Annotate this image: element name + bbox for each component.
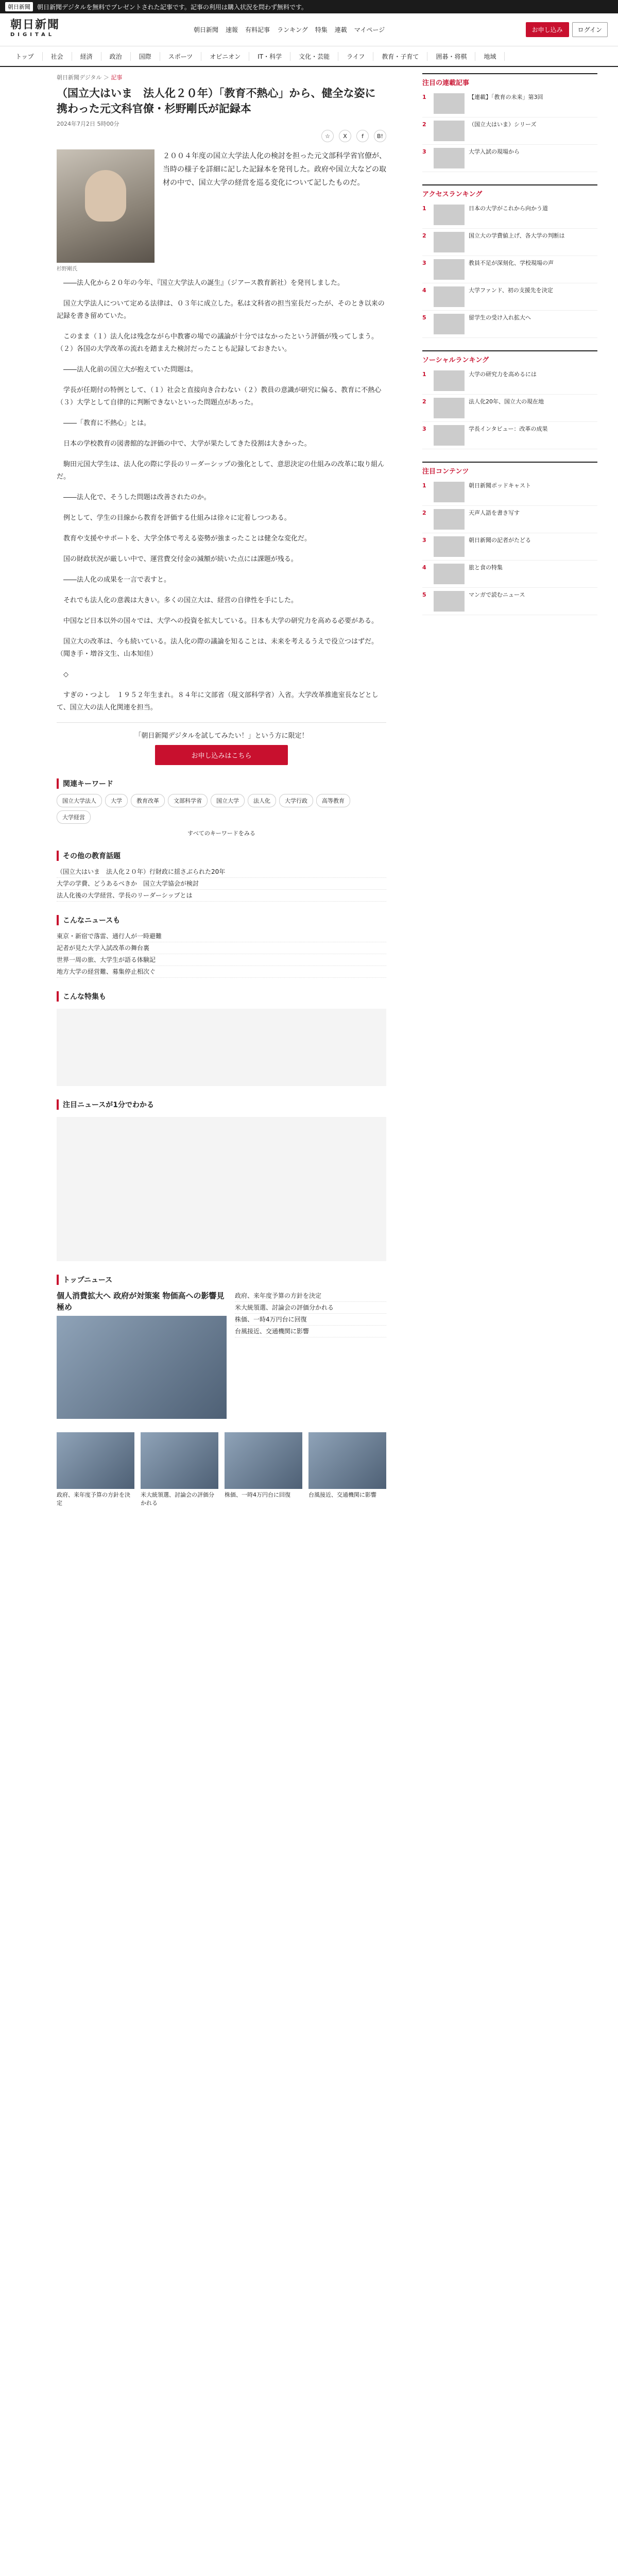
header-nav xyxy=(194,25,385,34)
global-nav-item[interactable]: 国際 xyxy=(131,52,160,61)
sidebar-thumbnail xyxy=(434,509,465,530)
feature-box xyxy=(57,1009,386,1086)
sidebar-access-ranking xyxy=(422,184,597,338)
card-thumbnail xyxy=(225,1432,302,1489)
sidebar-item-title: 国立大の学費値上げ、各大学の判断は xyxy=(469,232,565,239)
site-logo[interactable]: 朝日新聞 DIGITAL xyxy=(10,18,60,38)
article-paragraph: ――法人化前の国立大が抱えていた問題は。 xyxy=(63,366,198,374)
sidebar-thumbnail xyxy=(434,205,465,225)
portrait-photo xyxy=(57,149,154,263)
keyword-tag[interactable]: 国立大学 xyxy=(211,794,245,807)
article-body xyxy=(57,277,386,714)
sidebar-item[interactable] xyxy=(422,256,597,283)
sidebar-item-title: 日本の大学がこれから向かう道 xyxy=(469,205,548,212)
article-paragraph: 国立大の改革は、今も続いている。法人化の際の議論を知ることは、未来を考えるうえで役立つはずだ。（聞き手・増谷文生、山本知佳） xyxy=(57,638,379,658)
article-lead: ２００４年度の国立大学法人化の検討を担った元文部科学省官僚が、当時の様子を詳細に記した記録本を発刊した。政府や国立大などの取材の中で、国立大学の経営を巡る変化について記したものだ。 xyxy=(163,152,386,187)
global-nav-item[interactable]: 文化・芸能 xyxy=(290,52,338,61)
related-link[interactable]: 大学の学費、どうあるべきか 国立大学協会が検討 xyxy=(57,878,386,890)
sidebar-item-title: 天声人語を書き写す xyxy=(469,510,520,516)
sidebar-thumbnail xyxy=(434,591,465,612)
keyword-tag[interactable]: 大学経営 xyxy=(57,810,91,824)
related-section xyxy=(57,851,386,902)
rank-number: 1 xyxy=(422,205,426,212)
sidebar-thumbnail xyxy=(434,148,465,168)
article-paragraph: 日本の学校教育の図書館的な評価の中で、大学が果たしてきた役割は大きかった。 xyxy=(63,440,311,448)
sidebar-item[interactable] xyxy=(422,422,597,449)
breadcrumb[interactable]: 朝日新聞デジタル ＞ 記事 xyxy=(57,74,123,81)
keyword-tag[interactable]: 国立大学法人 xyxy=(57,794,102,807)
topnews-link[interactable]: 台風接近、交通機関に影響 xyxy=(235,1326,386,1337)
sidebar-item-title: 大学入試の現場から xyxy=(469,148,520,155)
feature-heading: こんな特集も xyxy=(57,991,386,1002)
article-main xyxy=(10,67,391,1507)
top-notice-bar xyxy=(0,0,618,13)
login-button[interactable]: ログイン xyxy=(572,22,608,37)
rank-number: 3 xyxy=(422,537,426,544)
sidebar-item[interactable] xyxy=(422,229,597,256)
rank-number: 3 xyxy=(422,260,426,266)
news-card[interactable] xyxy=(57,1432,134,1507)
signup-button[interactable]: お申し込み xyxy=(526,22,569,37)
article-paragraph: すぎの・つよし １９５２年生まれ。８４年に文部省（現文部科学省）入省。大学改革推進室長などとして、国立大の法人化関連を担当。 xyxy=(57,691,379,711)
global-nav-item[interactable]: ライフ xyxy=(338,52,373,61)
rank-number: 2 xyxy=(422,398,426,405)
card-thumbnail xyxy=(141,1432,218,1489)
sidebar-thumbnail xyxy=(434,232,465,252)
article-paragraph: 中国など日本以外の国々では、大学への投資を拡大している。日本も大学の研究力を高める必要がある。 xyxy=(63,617,379,625)
keywords-section xyxy=(57,778,386,837)
share-bar xyxy=(57,130,386,142)
sidebar xyxy=(391,67,597,1507)
global-nav-item[interactable]: オピニオン xyxy=(201,52,249,61)
related-heading: その他の教育話題 xyxy=(57,851,386,861)
sidebar-item[interactable] xyxy=(422,506,597,533)
subscription-promo xyxy=(57,722,386,765)
sidebar-thumbnail xyxy=(434,482,465,502)
article-title: （国立大はいま 法人化２０年）「教育不熱心」から、健全な姿に 携わった元文科官僚・杉野剛氏が記録本 xyxy=(57,87,387,115)
sidebar-item[interactable] xyxy=(422,145,597,172)
sidebar-item-title: 旅と食の特集 xyxy=(469,564,503,571)
global-nav-item[interactable]: 経済 xyxy=(72,52,101,61)
series-heading: 注目の連載記事 xyxy=(422,79,470,87)
header-nav-link[interactable]: 有料記事 xyxy=(245,26,270,33)
sidebar-item[interactable] xyxy=(422,311,597,338)
sidebar-thumbnail xyxy=(434,536,465,557)
sidebar-item-title: 朝日新聞ポッドキャスト xyxy=(469,482,531,489)
global-nav-item[interactable]: 囲碁・将棋 xyxy=(427,52,475,61)
global-nav-item[interactable]: トップ xyxy=(7,52,43,61)
keyword-tag[interactable]: 大学 xyxy=(105,794,128,807)
article-paragraph: 例として、学生の目線から教育を評価する仕組みは徐々に定着しつつある。 xyxy=(63,514,291,522)
article-paragraph: ――法人化の成果を一言で表すと。 xyxy=(63,576,171,584)
topnews-heading: トップニュース xyxy=(57,1275,386,1285)
article-paragraph: ――「教育に不熱心」とは。 xyxy=(63,419,151,427)
topnews-link[interactable]: 米大統領選、討論会の評価分かれる xyxy=(235,1302,386,1314)
sidebar-item-title: マンガで読むニュース xyxy=(469,591,525,598)
recommend-link[interactable]: 記者が見た大学入試改革の舞台裏 xyxy=(57,942,386,954)
rank-number: 3 xyxy=(422,148,426,155)
topnews-link[interactable]: 政府、来年度予算の方針を決定 xyxy=(235,1290,386,1302)
sidebar-thumbnail xyxy=(434,314,465,334)
related-link[interactable]: 法人化後の大学経営、学長のリーダーシップとは xyxy=(57,890,386,902)
global-nav-item[interactable]: スポーツ xyxy=(160,52,202,61)
rank-number: 2 xyxy=(422,121,426,128)
card-thumbnail xyxy=(57,1432,134,1489)
promo-signup-button[interactable]: お申し込みはこちら xyxy=(155,745,287,765)
recommend-link[interactable]: 地方大学の経営難、募集停止相次ぐ xyxy=(57,966,386,978)
sidebar-thumbnail xyxy=(434,121,465,141)
sidebar-item[interactable] xyxy=(422,367,597,395)
bookmark-icon[interactable]: ☆ xyxy=(321,130,334,142)
header-nav-link[interactable]: 特集 xyxy=(315,26,328,33)
article-paragraph: 国の財政状況が厳しい中で、運営費交付金の減額が続いた点には課題が残る。 xyxy=(63,555,298,563)
keyword-tag[interactable]: 大学行政 xyxy=(279,794,313,807)
card-title: 株価、一時4万円台に回復 xyxy=(225,1492,290,1498)
rank-number: 1 xyxy=(422,94,426,100)
recommend-link[interactable]: 世界一周の旅、大学生が語る体験記 xyxy=(57,954,386,966)
rank-number: 5 xyxy=(422,314,426,321)
global-nav-item[interactable]: 政治 xyxy=(101,52,131,61)
keyword-tag[interactable]: 高等教育 xyxy=(316,794,350,807)
news-card[interactable] xyxy=(225,1432,302,1507)
sidebar-item[interactable] xyxy=(422,561,597,588)
rank-number: 2 xyxy=(422,232,426,239)
sidebar-item[interactable] xyxy=(422,90,597,117)
article-paragraph: それでも法人化の意義は大きい。多くの国立大は、経営の自律性を手にした。 xyxy=(63,597,298,604)
global-nav-item[interactable]: 地域 xyxy=(475,52,505,61)
card-title: 政府、来年度予算の方針を決定 xyxy=(57,1492,130,1506)
promo-text: 「朝日新聞デジタルを試してみたい！」という方に限定！ xyxy=(134,732,308,740)
sidebar-item[interactable] xyxy=(422,533,597,561)
news-card[interactable] xyxy=(141,1432,218,1507)
sidebar-item-title: （国立大はいま）シリーズ xyxy=(469,121,537,128)
card-title: 米大統領選、討論会の評価分かれる xyxy=(141,1492,214,1506)
notice-heading: 注目ニュースが1分でわかる xyxy=(57,1099,386,1110)
social-ranking-heading: ソーシャルランキング xyxy=(422,357,489,364)
keyword-tag[interactable]: 文部科学省 xyxy=(168,794,208,807)
article-paragraph: 学長が任期付の特例として、（１）社会と直接向き合わない（２）教員の意識が研究に偏る、教育に不熱心（３）大学として自律的に判断できないといった問題点があった。 xyxy=(57,386,382,406)
article-date: 2024年7月2日 5時00分 xyxy=(57,121,119,127)
sidebar-series-box xyxy=(422,73,597,172)
site-header xyxy=(0,13,618,46)
article-paragraph: 駒田元国大学生は、法人化の際に学長のリーダーシップの強化として、意思決定の仕組みの改革に取り組んだ。 xyxy=(57,461,385,481)
sidebar-thumbnail xyxy=(434,286,465,307)
sidebar-social-ranking xyxy=(422,350,597,449)
sidebar-thumbnail xyxy=(434,259,465,280)
article-paragraph: このまま（１）法人化は残念ながら中教審の場での議論が十分ではなかったという評価が残ってしまう。（２）各国の大学改革の流れを踏まえた検討だったことも記録しておきたい。 xyxy=(57,333,379,353)
x-share-icon[interactable]: X xyxy=(339,130,351,142)
rank-number: 4 xyxy=(422,564,426,571)
sidebar-thumbnail xyxy=(434,398,465,418)
contents-heading: 注目コンテンツ xyxy=(422,468,469,476)
sidebar-item-title: 大学ファンド、初の支援先を決定 xyxy=(469,287,553,294)
sidebar-thumbnail xyxy=(434,370,465,391)
notice-badge: 朝日新聞 xyxy=(5,2,33,11)
sidebar-item[interactable] xyxy=(422,283,597,311)
rank-number: 3 xyxy=(422,426,426,432)
sidebar-contents xyxy=(422,462,597,615)
notice-box xyxy=(57,1117,386,1261)
global-nav xyxy=(0,46,618,67)
keywords-heading: 関連キーワード xyxy=(57,778,386,789)
header-nav-link[interactable]: ランキング xyxy=(277,26,308,33)
article-paragraph: 教育や支援やサポートを、大学全体で考える姿勢が強まったことは健全な変化だ。 xyxy=(63,535,312,543)
sidebar-thumbnail xyxy=(434,564,465,584)
keywords-more-link[interactable]: すべてのキーワードをみる xyxy=(187,830,255,837)
card-title: 台風接近、交通機関に影響 xyxy=(308,1492,376,1498)
photo-caption: 杉野剛氏 xyxy=(57,266,77,272)
card-thumbnail xyxy=(308,1432,386,1489)
header-nav-link[interactable]: マイページ xyxy=(354,26,385,33)
header-nav-link[interactable]: 朝日新聞 xyxy=(194,26,219,33)
recommend-section xyxy=(57,915,386,978)
recommend-link[interactable]: 東京・新宿で落雷、通行人が一時避難 xyxy=(57,930,386,942)
related-link[interactable]: （国立大はいま 法人化２０年）行財政に揺さぶられた20年 xyxy=(57,866,386,878)
rank-number: 1 xyxy=(422,371,426,378)
sidebar-item-title: 教員不足が深刻化、学校現場の声 xyxy=(469,260,554,266)
sidebar-item[interactable] xyxy=(422,395,597,422)
header-nav-link[interactable]: 連載 xyxy=(334,26,347,33)
recommend-heading: こんなニュースも xyxy=(57,915,386,925)
topnews-lead[interactable]: 個人消費拡大へ 政府が対策案 物価高への影響見極め xyxy=(57,1290,227,1419)
sidebar-item[interactable] xyxy=(422,117,597,145)
feature-section xyxy=(57,991,386,1086)
news-card[interactable] xyxy=(308,1432,386,1507)
rank-number: 4 xyxy=(422,287,426,294)
sidebar-thumbnail xyxy=(434,93,465,114)
sidebar-item-title: 大学の研究力を高めるには xyxy=(469,371,537,378)
sidebar-item-title: 法人化20年、国立大の現在地 xyxy=(469,398,544,405)
topnews-link[interactable]: 株価、一時4万円台に回復 xyxy=(235,1314,386,1326)
article-paragraph: 国立大学法人について定める法律は、０３年に成立した。私は文科省の担当室長だったが、そのとき以来の記録を書き留めていた。 xyxy=(57,300,385,320)
global-nav-item[interactable]: 社会 xyxy=(43,52,72,61)
facebook-share-icon[interactable]: f xyxy=(356,130,369,142)
article-paragraph: ――法人化で、そうした問題は改善されたのか。 xyxy=(63,494,211,501)
global-nav-item[interactable]: 教育・子育て xyxy=(373,52,427,61)
keyword-tag[interactable]: 法人化 xyxy=(248,794,276,807)
global-nav-item[interactable]: IT・科学 xyxy=(249,52,290,61)
access-ranking-heading: アクセスランキング xyxy=(422,191,483,198)
rank-number: 2 xyxy=(422,510,426,516)
sidebar-thumbnail xyxy=(434,425,465,446)
rank-number: 5 xyxy=(422,591,426,598)
sidebar-item[interactable] xyxy=(422,588,597,615)
header-nav-link[interactable]: 速報 xyxy=(226,26,238,33)
cards-section xyxy=(57,1432,386,1507)
article-paragraph: ――法人化から２０年の今年、『国立大学法人の誕生』（ジアース教育新社）を発刊しました。 xyxy=(63,279,344,287)
topnews-photo xyxy=(57,1316,227,1419)
sidebar-item-title: 朝日新聞の記者がたどる xyxy=(469,537,531,544)
notice-text: 朝日新聞デジタルを無料でプレゼントされた記事です。記事の利用は購入状況を問わず無料です。 xyxy=(37,3,307,11)
notice-section xyxy=(57,1099,386,1261)
hatena-share-icon[interactable]: B! xyxy=(374,130,386,142)
keyword-tag[interactable]: 教育改革 xyxy=(131,794,165,807)
article-paragraph: ◇ xyxy=(63,671,68,679)
sidebar-item-title: 【連載】「教育の未来」第3回 xyxy=(469,94,543,100)
topnews-section xyxy=(57,1275,386,1419)
sidebar-item-title: 学長インタビュー：改革の成果 xyxy=(469,426,548,432)
sidebar-item[interactable] xyxy=(422,201,597,229)
rank-number: 1 xyxy=(422,482,426,489)
sidebar-item[interactable] xyxy=(422,479,597,506)
sidebar-item-title: 留学生の受け入れ拡大へ xyxy=(469,314,531,321)
